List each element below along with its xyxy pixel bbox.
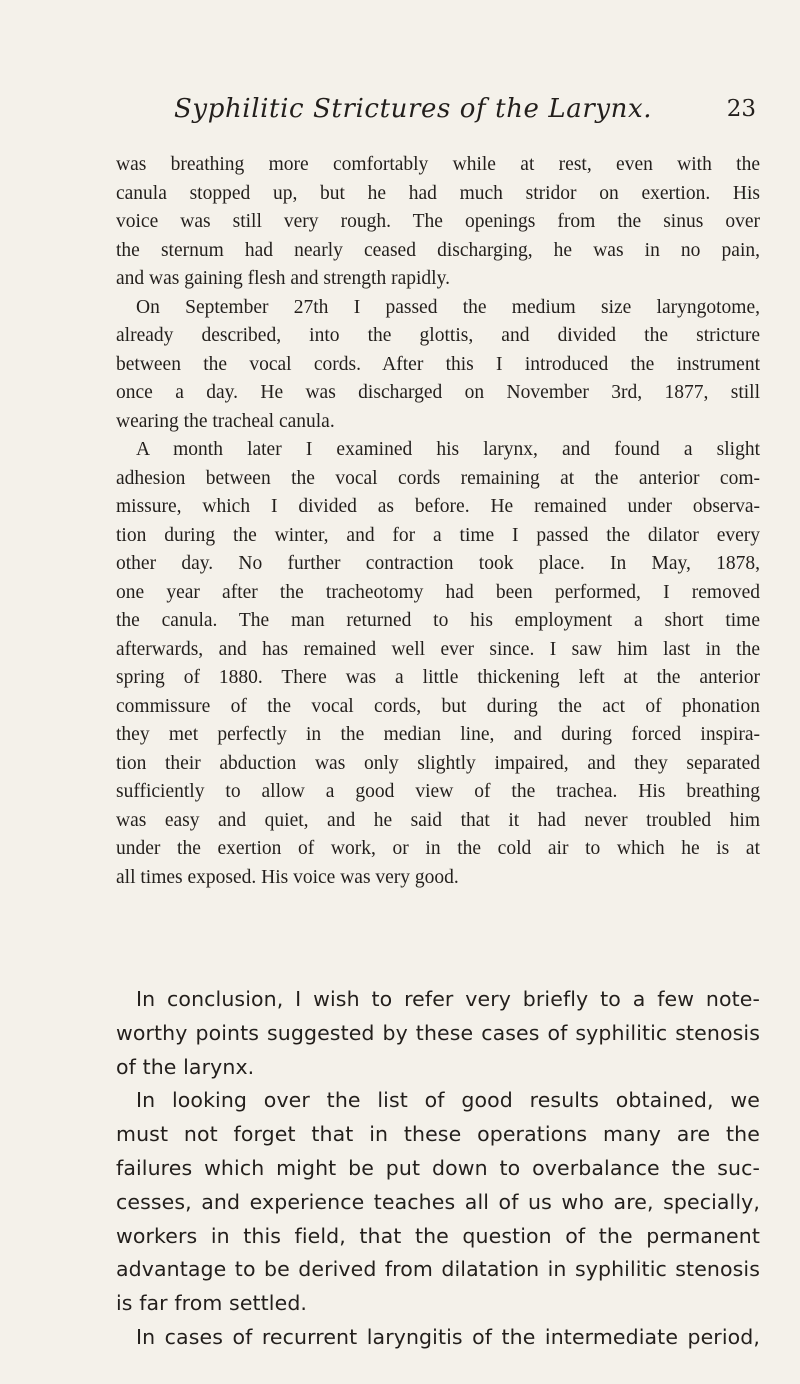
text-line: all times exposed. His voice was very good.: [116, 866, 459, 888]
text-line: In conclusion, I wish to refer very briefly to a few note-: [136, 987, 760, 1011]
text-line: wearing the tracheal canula.: [116, 410, 335, 432]
text-line: missure, which I divided as before. He remained under observa-: [116, 496, 760, 517]
body-text-large: [116, 983, 760, 1355]
text-line: worthy points suggested by these cases of syphilitic stenosis: [116, 1020, 760, 1045]
text-line: canula stopped up, but he had much stridor on exertion. His: [116, 182, 760, 204]
text-line: tion during the winter, and for a time I passed the dilator every: [116, 524, 760, 546]
text-line: commissure of the vocal cords, but during the act of phonation: [116, 695, 760, 717]
text-line: the canula. The man returned to his employment a short time: [116, 610, 760, 631]
text-line: voice was still very rough. The openings from the sinus over: [116, 211, 760, 232]
text-line: tion their abduction was only slightly impaired, and they separated: [116, 752, 760, 774]
text-line: other day. No further contraction took place. In May, 1878,: [116, 553, 760, 574]
text-line: workers in this field, that the question of the permanent: [116, 1223, 760, 1248]
text-line: cesses, and experience teaches all of us who are, specially,: [116, 1189, 760, 1214]
body-text-small: [116, 151, 760, 892]
running-title: Syphilitic Strictures of the Larynx.: [174, 94, 653, 124]
text-line: once a day. He was discharged on November 3rd, 1877, still: [116, 382, 760, 403]
text-line: In looking over the list of good results obtained, we: [136, 1088, 760, 1113]
text-line: afterwards, and has remained well ever since. I saw him last in the: [116, 638, 760, 660]
running-head: [116, 94, 756, 134]
text-line: adhesion between the vocal cords remaining at the anterior com-: [116, 467, 760, 489]
text-line: A month later I examined his larynx, and found a slight: [136, 439, 760, 460]
text-line: and was gaining flesh and strength rapidly.: [116, 268, 450, 289]
text-line: spring of 1880. There was a little thickening left at the anterior: [116, 667, 760, 688]
text-line: the sternum had nearly ceased discharging, he was in no pain,: [116, 239, 760, 261]
text-line: failures which might be put down to overbalance the suc-: [116, 1155, 760, 1180]
text-line: one year after the tracheotomy had been performed, I removed: [116, 581, 760, 603]
text-line: In cases of recurrent laryngitis of the intermediate period,: [136, 1324, 760, 1349]
text-line: of the larynx.: [116, 1054, 255, 1079]
text-line: advantage to be derived from dilatation in syphilitic stenosis: [116, 1257, 760, 1282]
text-line: under the exertion of work, or in the cold air to which he is at: [116, 838, 760, 859]
text-line: is far from settled.: [116, 1291, 308, 1316]
text-line: was easy and quiet, and he said that it had never troubled him: [116, 809, 760, 831]
page-number: 23: [726, 96, 756, 122]
text-line: they met perfectly in the median line, and during forced inspira-: [116, 724, 760, 745]
text-line: sufficiently to allow a good view of the trachea. His breathing: [116, 781, 760, 802]
text-line: must not forget that in these operations many are the: [116, 1122, 760, 1147]
text-line: On September 27th I passed the medium size laryngotome,: [136, 296, 760, 318]
text-line: was breathing more comfortably while at rest, even with the: [116, 154, 760, 175]
text-line: already described, into the glottis, and divided the stricture: [116, 325, 760, 346]
text-line: between the vocal cords. After this I introduced the instrument: [116, 353, 760, 375]
